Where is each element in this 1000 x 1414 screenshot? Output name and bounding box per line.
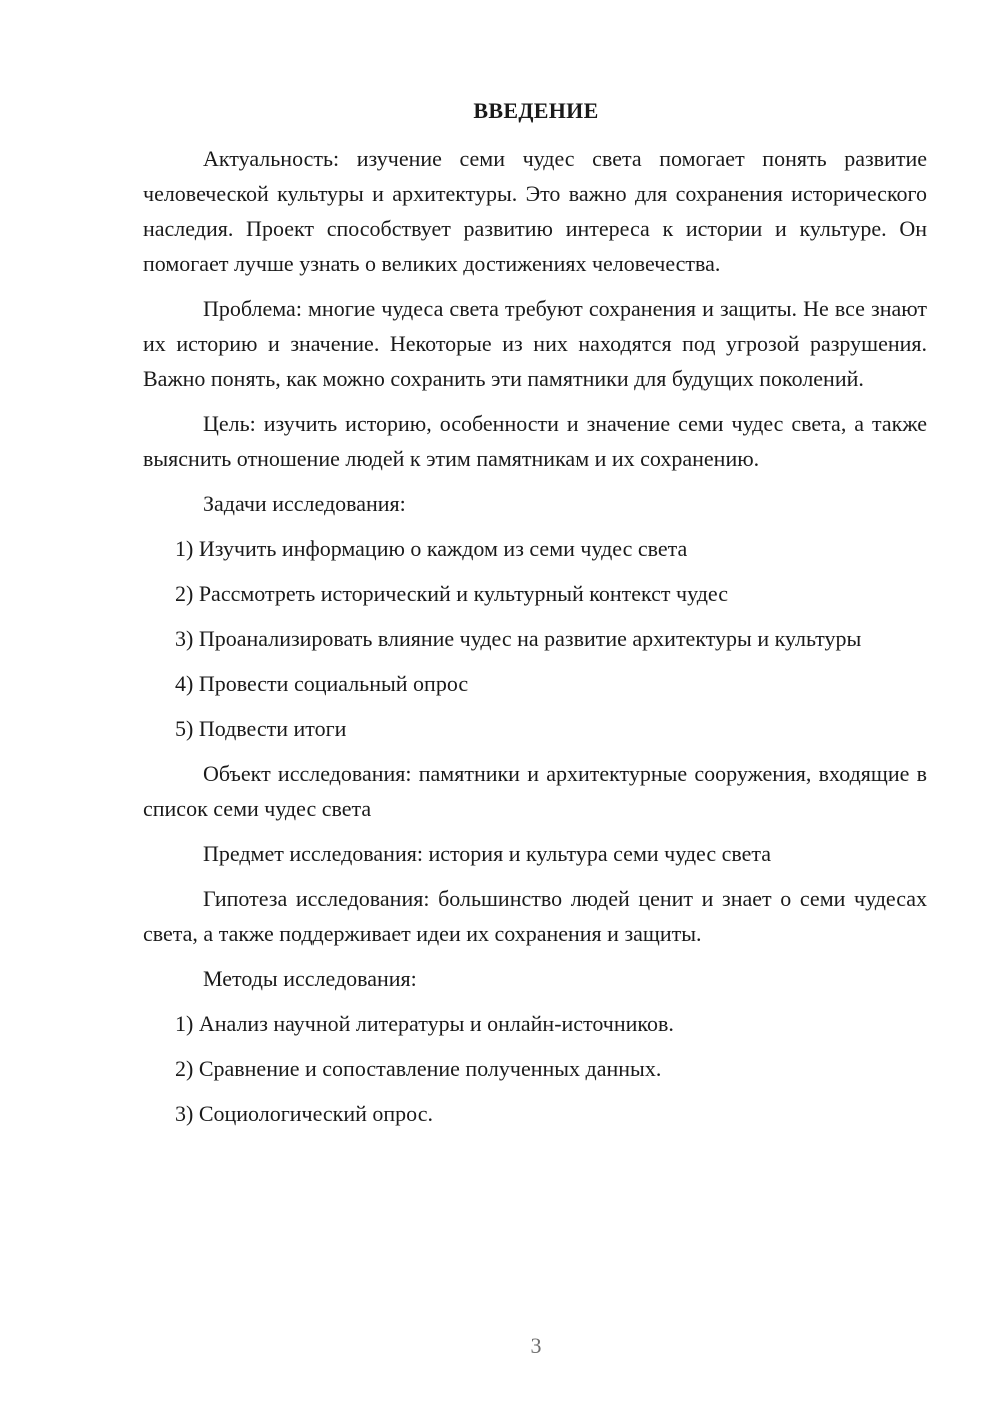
tasks-heading: Задачи исследования:: [203, 491, 406, 516]
paragraph-goal: Цель: изучить историю, особенности и значение семи чудес света, а также выяснить отношение людей к этим памятникам и их сохранению.: [143, 411, 927, 471]
methods-heading: Методы исследования:: [203, 966, 417, 991]
paragraph-subject: Предмет исследования: история и культура семи чудес света: [203, 841, 772, 866]
task-item-3: 3) Проанализировать влияние чудес на развитие архитектуры и культуры: [175, 626, 862, 651]
method-item-1: 1) Анализ научной литературы и онлайн-источников.: [175, 1011, 674, 1036]
task-item-5: 5) Подвести итоги: [175, 716, 347, 741]
document-body: [143, 141, 927, 1141]
task-item-2: 2) Рассмотреть исторический и культурный контекст чудес: [175, 581, 728, 606]
page-title: ВВЕДЕНИЕ: [473, 98, 599, 123]
paragraph-relevance: Актуальность: изучение семи чудес света помогает понять развитие человеческой культуры и архитектуры. Это важно для сохранения исторического наследия. Проект способствует развитию интереса к истории и культуре. Он помогает лучше узнать о великих достижениях человечества.: [143, 146, 927, 276]
paragraph-hypothesis: Гипотеза исследования: большинство людей ценит и знает о семи чудесах света, а также поддерживает идеи их сохранения и защиты.: [143, 886, 927, 946]
method-item-2: 2) Сравнение и сопоставление полученных данных.: [175, 1056, 662, 1081]
task-item-1: 1) Изучить информацию о каждом из семи чудес света: [175, 536, 688, 561]
page-number: 3: [530, 1333, 542, 1358]
paragraph-object: Объект исследования: памятники и архитектурные сооружения, входящие в список семи чудес света: [143, 761, 927, 821]
paragraph-problem: Проблема: многие чудеса света требуют сохранения и защиты. Не все знают их историю и значение. Некоторые из них находятся под угрозой разрушения. Важно понять, как можно сохранить эти памятники для будущих поколений.: [143, 296, 927, 391]
method-item-3: 3) Социологический опрос.: [175, 1101, 433, 1126]
task-item-4: 4) Провести социальный опрос: [175, 671, 469, 696]
